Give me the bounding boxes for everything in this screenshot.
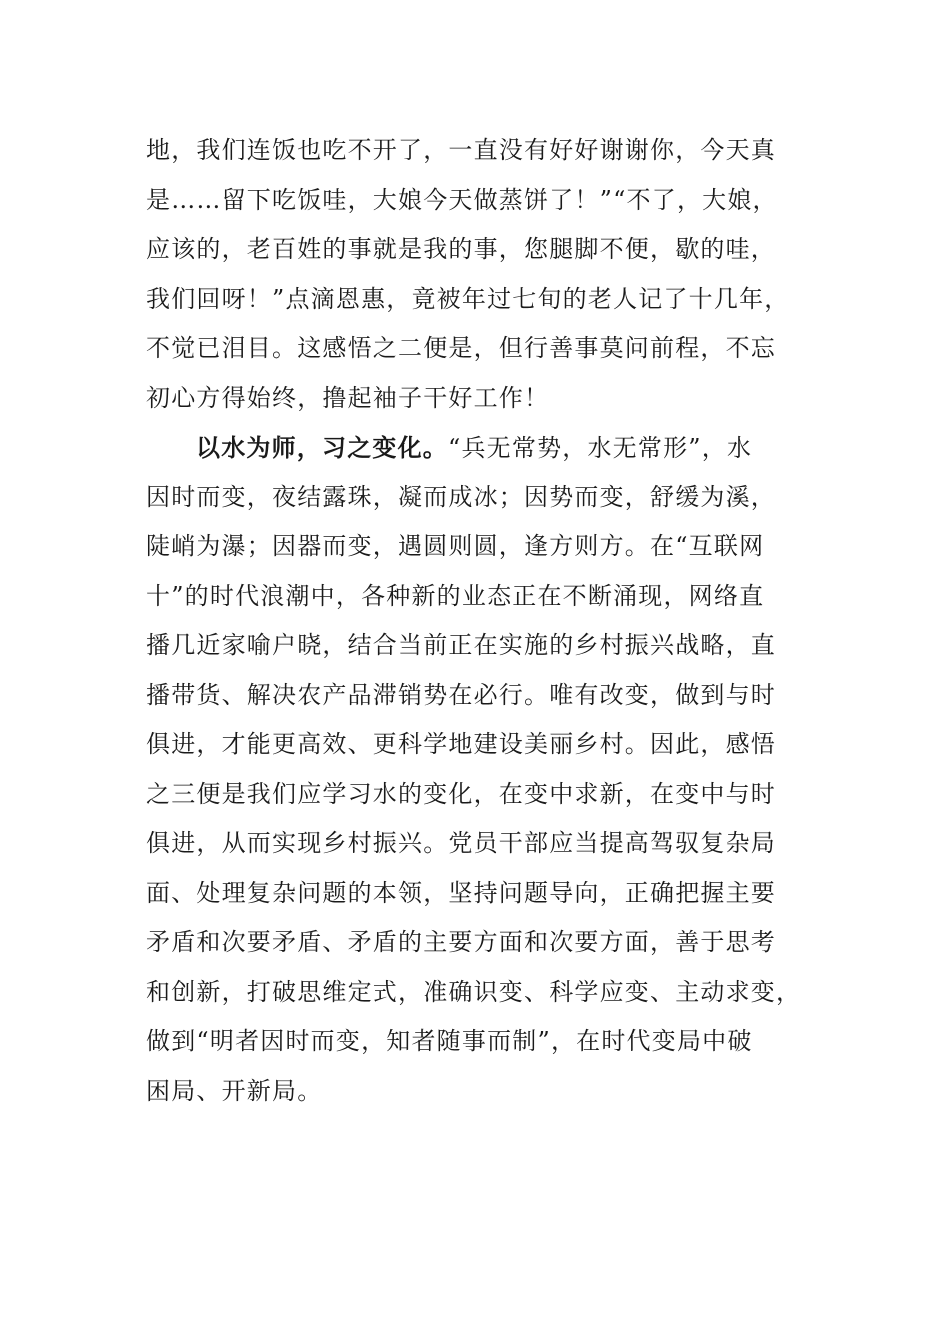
body-text <box>146 126 816 1116</box>
text-line: 俱进，从而实现乡村振兴。党员干部应当提高驾驭复杂局 <box>146 829 776 857</box>
text-line-first <box>146 423 816 473</box>
text-line: 之三便是我们应学习水的变化，在变中求新，在变中与时 <box>146 779 776 808</box>
text-line: 我们回呀！”点滴恩惠，竟被年过七旬的老人记了十几年， <box>146 284 790 313</box>
text-line: 陡峭为瀑；因器而变，遇圆则圆，逢方则方。在“互联网 <box>146 532 765 560</box>
paragraph-heading: 以水为师，习之变化。 <box>196 433 448 462</box>
paragraph-2 <box>146 423 816 1116</box>
text-line: 因时而变，夜结露珠，凝而成冰；因势而变，舒缓为溪， <box>146 482 776 511</box>
text-line: 应该的，老百姓的事就是我的事，您腿脚不便，歇的哇， <box>146 235 776 263</box>
text-line: 播带货、解决农产品滞销势在必行。唯有改变，做到与时 <box>146 680 776 709</box>
text-line: 十”的时代浪潮中，各种新的业态正在不断涌现，网络直 <box>146 581 765 610</box>
text-line: 困局、开新局。 <box>146 1076 323 1105</box>
text-line: 播几近家喻户晓，结合当前正在实施的乡村振兴战略，直 <box>146 631 776 659</box>
text-line: 矛盾和次要矛盾、矛盾的主要方面和次要方面，善于思考 <box>146 928 776 956</box>
text-line: 地，我们连饭也吃不开了，一直没有好好谢谢你，今天真 <box>146 136 776 164</box>
text-line: 初心方得始终，撸起袖子干好工作！ <box>146 383 550 412</box>
text-line: 面、处理复杂问题的本领，坚持问题导向，正确把握主要 <box>146 878 776 907</box>
text-run: “兵无常势，水无常形”，水 <box>448 434 753 462</box>
paragraph-1 <box>146 126 816 423</box>
text-line: 俱进，才能更高效、更科学地建设美丽乡村。因此，感悟 <box>146 730 776 758</box>
text-line: 不觉已泪目。这感悟之二便是，但行善事莫问前程，不忘 <box>146 334 776 362</box>
text-line: 是……留下吃饭哇，大娘今天做蒸饼了！”“不了，大娘， <box>146 185 778 214</box>
text-line: 做到“明者因时而变，知者随事而制”，在时代变局中破 <box>146 1027 753 1055</box>
text-line: 和创新，打破思维定式，准确识变、科学应变、主动求变， <box>146 977 802 1006</box>
